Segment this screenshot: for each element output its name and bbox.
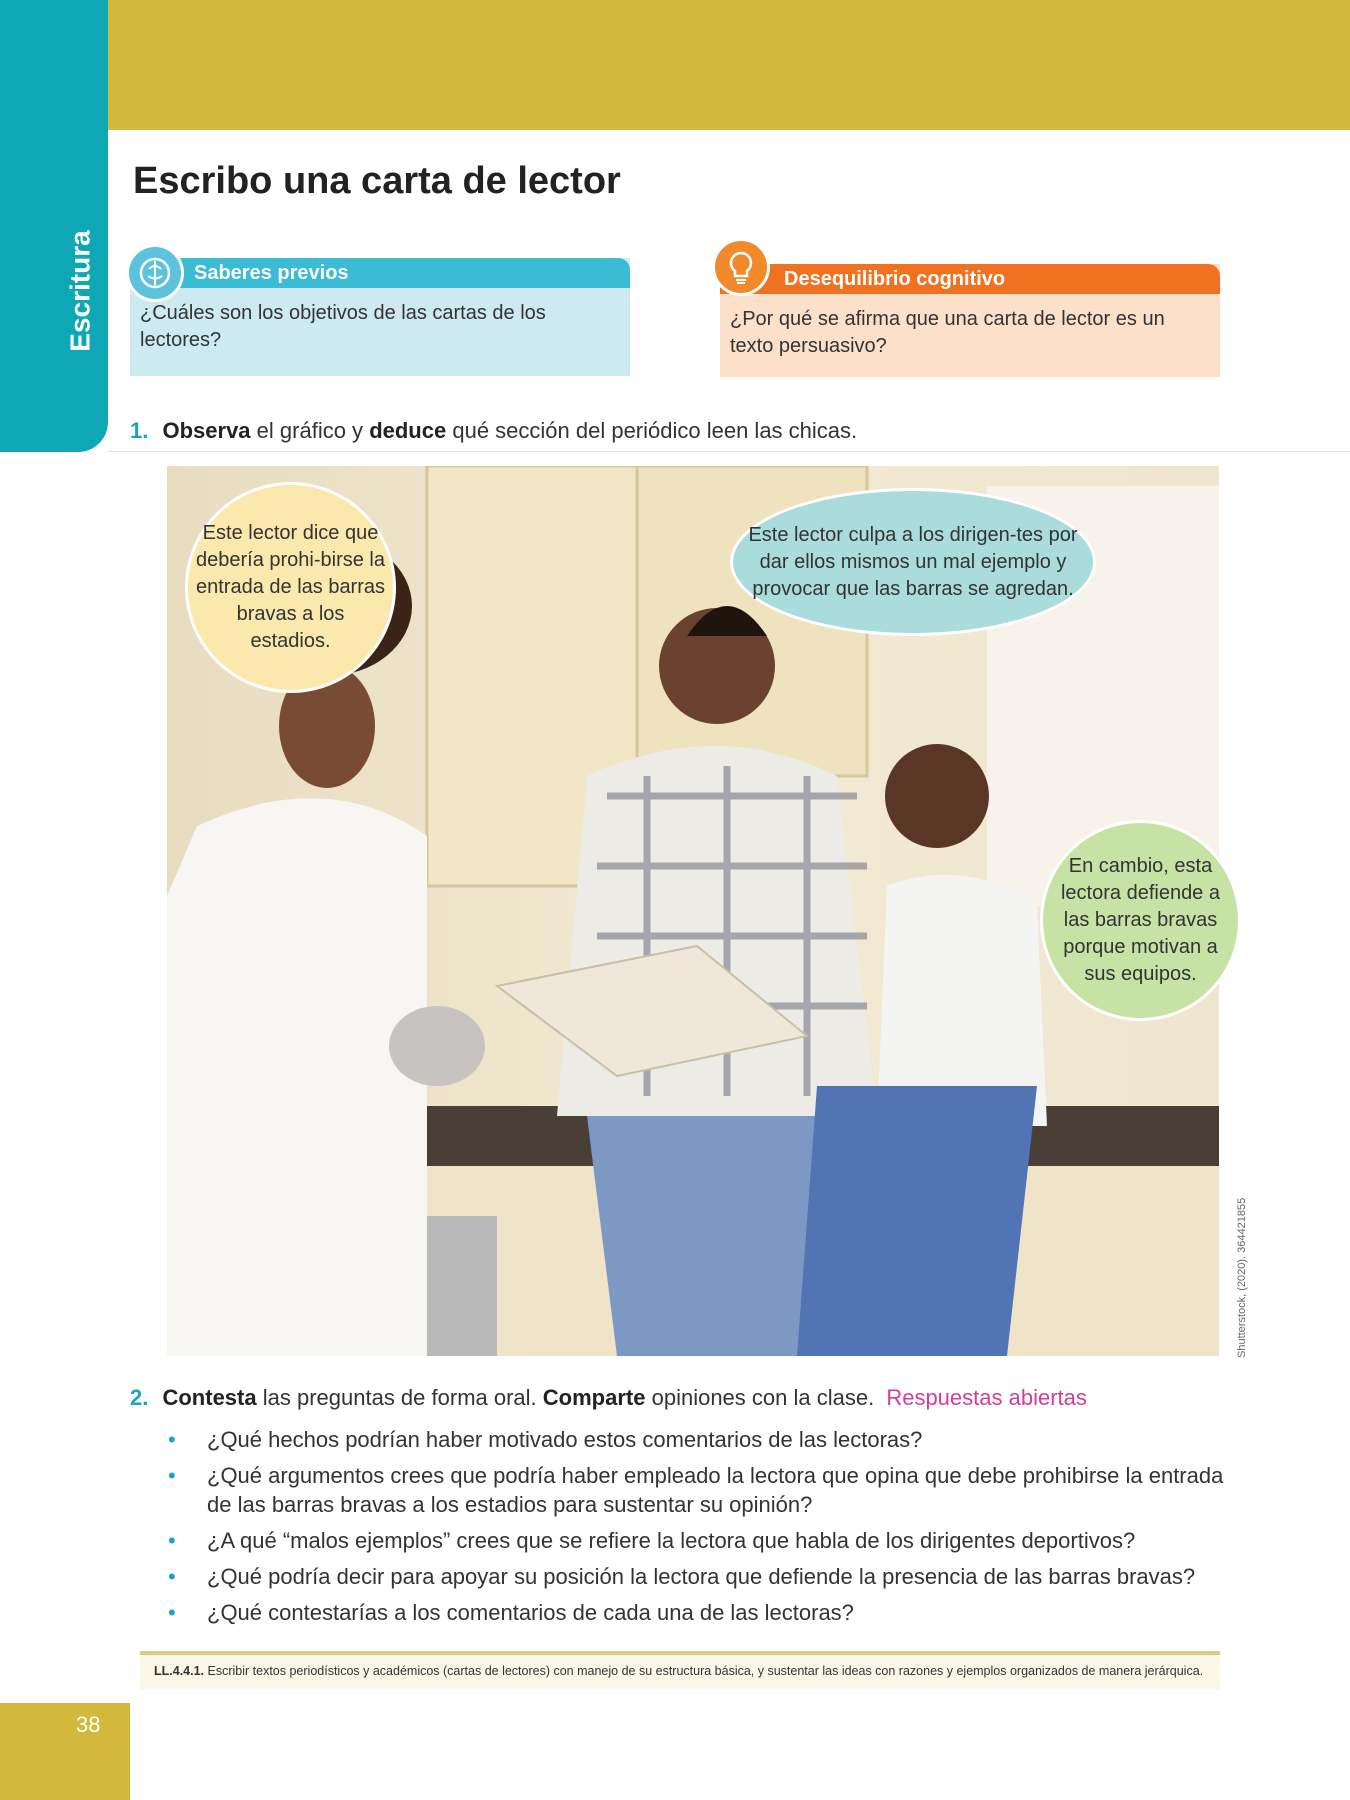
list-item: • ¿A qué “malos ejemplos” crees que se refiere la lectora que habla de los dirigentes deportivos?: [165, 1526, 1235, 1555]
page-number: 38: [76, 1712, 101, 1737]
activity-2-number: 2.: [130, 1385, 149, 1410]
activity-1-keyword-2: deduce: [369, 418, 447, 443]
list-item: • ¿Qué contestarías a los comentarios de cada una de las lectoras?: [165, 1598, 1235, 1627]
saberes-previos-header: Saberes previos: [130, 258, 630, 288]
question-list: [165, 1425, 1235, 1634]
page-number-box: [0, 1703, 130, 1800]
photo-credit: Shutterstock, (2020). 364421855: [1236, 1197, 1248, 1358]
activity-2-text-2: opiniones con la clase.: [651, 1385, 875, 1410]
desequilibrio-header: Desequilibrio cognitivo: [720, 264, 1220, 294]
objective-text: Escribir textos periodísticos y académicos (cartas de lectores) con manejo de su estructura básica, y sustentar las ideas con razones y ejemplos organizados de manera jerárquica.: [207, 1664, 1204, 1678]
desequilibrio-text: ¿Por qué se afirma que una carta de lector es un texto persuasivo?: [730, 308, 1165, 357]
activity-1-text-2: qué sección del periódico leen las chicas.: [452, 418, 858, 443]
activity-2-keyword-2: Comparte: [542, 1385, 646, 1410]
objective-code: LL.4.4.1.: [154, 1664, 205, 1678]
activity-1: [130, 418, 857, 444]
activity-2: [130, 1385, 1087, 1411]
brain-icon: [126, 244, 184, 302]
activity-2-text-1: las preguntas de forma oral.: [262, 1385, 537, 1410]
list-item: • ¿Qué hechos podrían haber motivado estos comentarios de las lectoras?: [165, 1425, 1235, 1454]
learning-objective: [140, 1651, 1220, 1689]
speech-bubble-yellow: Este lector dice que debería prohi-birse la entrada de las barras bravas a los estadios.: [185, 482, 396, 693]
speech-bubble-green: En cambio, esta lectora defiende a las barras bravas porque motivan a sus equipos.: [1040, 820, 1241, 1021]
saberes-previos-text: ¿Cuáles son los objetivos de las cartas de los lectores?: [140, 302, 546, 351]
saberes-previos-box: [130, 258, 630, 376]
top-color-band: [108, 0, 1350, 130]
divider-line: [108, 451, 1350, 452]
section-tab-label: Escritura: [64, 230, 96, 352]
activity-1-number: 1.: [130, 418, 149, 443]
list-item: • ¿Qué podría decir para apoyar su posición la lectora que defiende la presencia de las barras bravas?: [165, 1562, 1235, 1591]
activity-1-text-1: el gráfico y: [256, 418, 364, 443]
lightbulb-icon: [712, 238, 770, 296]
activity-2-keyword-1: Contesta: [162, 1385, 257, 1410]
activity-1-keyword-1: Observa: [162, 418, 251, 443]
speech-bubble-teal: Este lector culpa a los dirigen-tes por dar ellos mismos un mal ejemplo y provocar que las barras se agredan.: [730, 488, 1096, 636]
list-item: • ¿Qué argumentos crees que podría haber empleado la lectora que opina que debe prohibirse la entrada de las barras bravas a los estadios para sustentar su opinión?: [165, 1461, 1235, 1519]
page-title: Escribo una carta de lector: [133, 160, 621, 202]
desequilibrio-box: [720, 264, 1220, 377]
answer-note: Respuestas abiertas: [886, 1385, 1087, 1410]
